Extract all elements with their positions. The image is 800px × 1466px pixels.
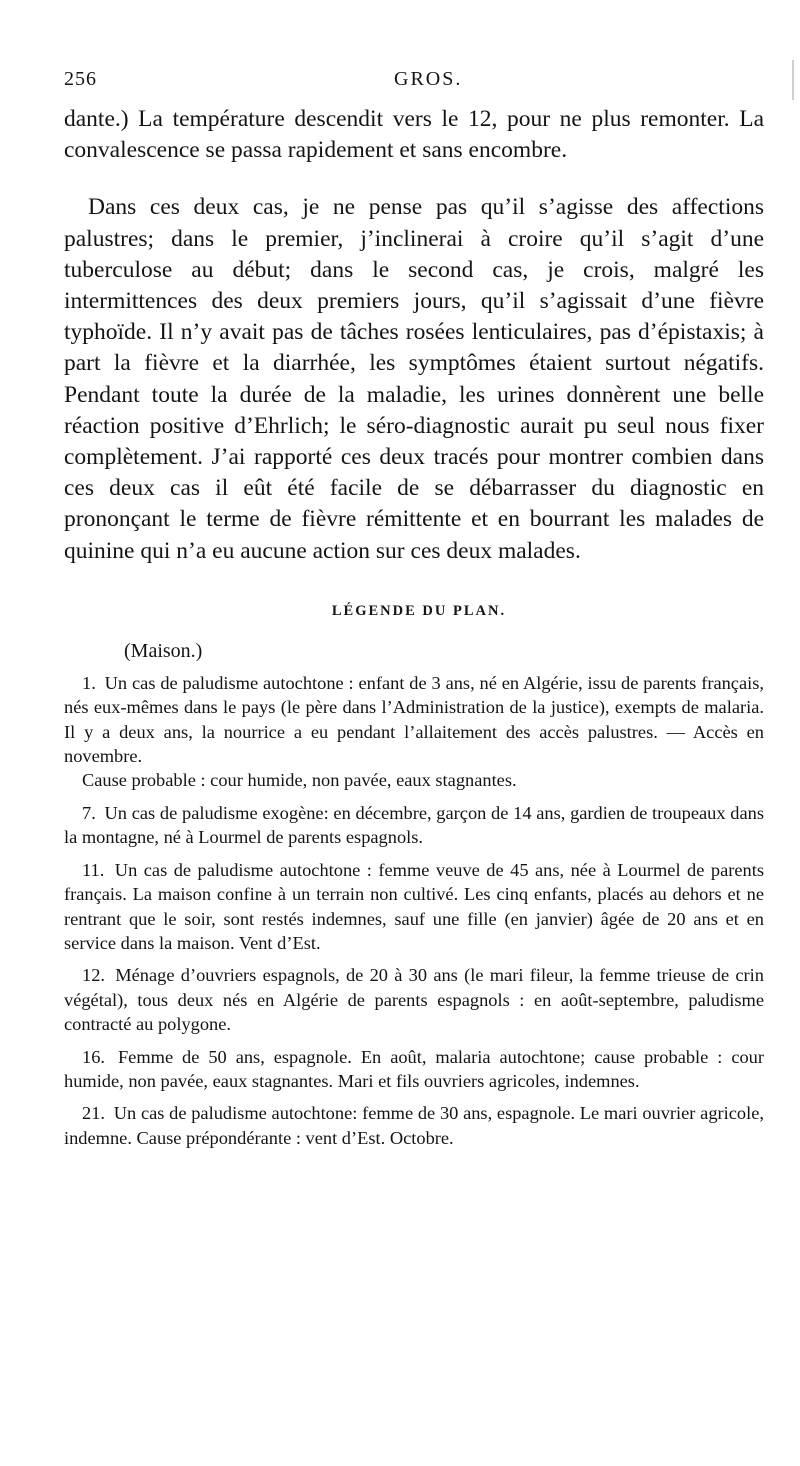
legend-entry	[64, 963, 764, 1036]
entry-text: Un cas de paludisme autochtone : enfant de 3 ans, né en Algérie, issu de parents français, nés eux-mêmes dans le pays (le père dans l’Administration de la justice), exempts de malaria. Il y a deux ans, la nourrice a eu pendant l’allaitement des accès palustres. — Accès en novembre.	[64, 672, 764, 767]
legend-entry	[64, 858, 764, 956]
page-number: 256	[64, 68, 97, 90]
page-edge-mark	[792, 60, 794, 100]
entry-text: Un cas de paludisme autochtone : femme veuve de 45 ans, née à Lourmel de parents français. La maison confine à un terrain non cultivé. Les cinq enfants, placés au dehors et ne rentrant que le soir, sont restés indemnes, sauf une fille (en janvier) âgée de 20 ans et en service dans la maison. Vent d’Est.	[64, 859, 764, 953]
entry-text: Ménage d’ouvriers espagnols, de 20 à 30 ans (le mari fileur, la femme trieuse de crin végétal), tous deux nés en Algérie de parents espagnols : en août-septembre, paludisme contracté au polygone.	[64, 965, 764, 1035]
legend-entry	[64, 801, 764, 850]
legend-entry	[64, 1045, 764, 1094]
entry-text: Femme de 50 ans, espagnole. En août, malaria autochtone; cause probable : cour humide, non pavée, eaux stagnantes. Mari et fils ouvriers agricoles, indemnes.	[64, 1046, 764, 1091]
entry-text: Un cas de paludisme exogène: en décembre, garçon de 14 ans, gardien de troupeaux dans la montagne, né à Lourmel de parents espagnols.	[64, 802, 764, 848]
legend-title: LÉGENDE DU PLAN.	[331, 602, 507, 619]
entry-text: Un cas de paludisme autochtone: femme de 30 ans, espagnole. Le mari ouvrier agricole, indemne. Cause prépondérante : vent d’Est. Octobre.	[64, 1103, 764, 1148]
page-header	[64, 68, 764, 104]
document-page	[64, 68, 764, 1150]
entry-number: 21.	[82, 1103, 105, 1124]
entry-number: 12.	[82, 965, 105, 986]
paragraph-1: dante.) La température descendit vers le 12, pour ne plus remonter. La convalescence se passa rapidement et sans encombre.	[64, 106, 764, 164]
paragraph-2: Dans ces deux cas, je ne pense pas qu’il s’agisse des affections palustres; dans le premier, j’inclinerai à croire qu’il s’agit d’une tuberculose au début; dans le second cas, je crois, malgré les intermittences des deux premiers jours, qu’il s’agissait d’une fièvre typhoïde. Il n’y avait pas de tâches rosées lenticulaires, pas d’épistaxis; à part la fièvre et la diarrhée, les symptômes étaient surtout négatifs. Pendant toute la durée de la maladie, les urines donnèrent une belle réaction positive d’Ehrlich; le séro-diagnostic aurait pu seul nous fixer complètement. J’ai rapporté ces deux tracés pour montrer combien dans ces deux cas il eût été facile de se débarrasser du diagnostic en prononçant le terme de fièvre rémittente et en bourrant les malades de quinine qui n’a eu aucune action sur ces deux malades.	[64, 194, 764, 564]
entry-number: 16.	[82, 1046, 105, 1067]
entry-number: 7.	[82, 802, 96, 823]
legend-entries	[64, 671, 764, 1150]
running-title: GROS.	[394, 68, 463, 90]
legend-subtitle: (Maison.)	[124, 639, 203, 662]
legend-entry	[64, 1101, 764, 1150]
legend-entry	[64, 671, 764, 769]
entry-number: 11.	[82, 859, 105, 880]
entry-cause: Cause probable : cour humide, non pavée, eaux stagnantes.	[82, 770, 517, 791]
entry-number: 1.	[82, 672, 96, 693]
